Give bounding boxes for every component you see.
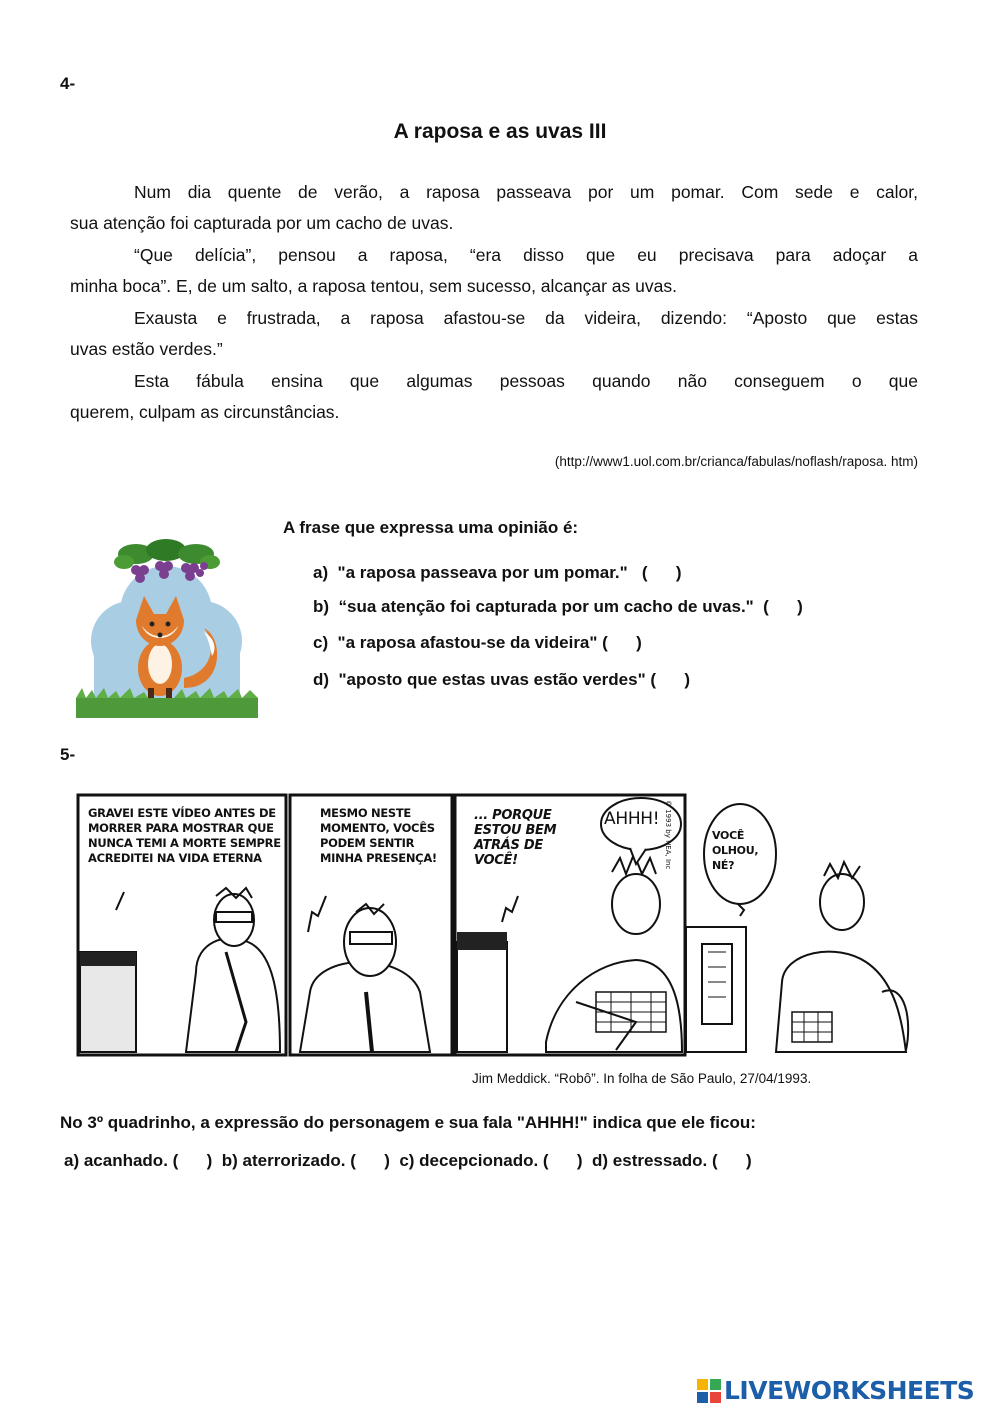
grass: [76, 698, 258, 718]
fable-line-4: minha boca”. E, de um salto, a raposa tentou, sem sucesso, alcançar as uvas.: [70, 276, 677, 296]
fable-line-6: uvas estão verdes.”: [70, 339, 223, 359]
fable-line-7: Esta fábula ensina que algumas pessoas quando não conseguem o que: [134, 371, 918, 391]
q5-prompt: No 3º quadrinho, a expressão do personagem e sua fala "AHHH!" indica que ele ficou:: [60, 1113, 756, 1132]
q4-option-c[interactable]: c) "a raposa afastou-se da videira" ( ): [313, 633, 642, 652]
brand-name[interactable]: LIVEWORKSHEETS: [724, 1376, 975, 1405]
fable-line-1: Num dia quente de verão, a raposa passeava por um pomar. Com sede e calor,: [134, 182, 918, 202]
fable-line-2: sua atenção foi capturada por um cacho de uvas.: [70, 213, 454, 233]
character-head-4: [820, 874, 864, 930]
fable-source: (http://www1.uol.com.br/crianca/fabulas/noflash/raposa. htm): [554, 454, 918, 469]
fable-line-3: “Que delícia”, pensou a raposa, “era disso que eu precisava para adoçar a: [134, 245, 918, 265]
comic-panel-2-text: MESMO NESTE MOMENTO, VOCÊS PODEM SENTIR MINHA PRESENÇA!: [320, 806, 437, 865]
q4-option-b[interactable]: b) “sua atenção foi capturada por um cacho de uvas." ( ): [313, 597, 803, 616]
q4-option-a[interactable]: a) "a raposa passeava por um pomar." ( ): [313, 563, 682, 582]
fable-line-5: Exausta e frustrada, a raposa afastou-se da videira, dizendo: “Aposto que estas: [134, 308, 918, 328]
liveworksheets-logo-icon: [697, 1379, 721, 1403]
q4-prompt: A frase que expressa uma opinião é:: [283, 518, 579, 537]
q4-option-d[interactable]: d) "aposto que estas uvas estão verdes" ( ): [313, 670, 691, 689]
question-number-5: 5-: [60, 745, 76, 764]
logo-badge: [721, 1381, 722, 1382]
comic-credit: Jim Meddick. “Robô”. In folha de São Paulo, 27/04/1993.: [472, 1071, 812, 1086]
tv-set: [80, 952, 136, 1052]
q5-options[interactable]: a) acanhado. ( ) b) aterrorizado. ( ) c) decepcionado. ( ) d) estressado. ( ): [64, 1151, 752, 1170]
comic-panel-1-text: GRAVEI ESTE VÍDEO ANTES DE MORRER PARA MOSTRAR QUE NUNCA TEMI A MORTE SEMPRE ACREDITEI NA VIDA ETERNA: [88, 806, 281, 865]
comic-panel-3-text: ... PORQUE ESTOU BEM ATRÁS DE VOCÊ!: [474, 808, 557, 868]
fable-line-8: querem, culpam as circunstâncias.: [70, 402, 340, 422]
question-number-4: 4-: [60, 74, 76, 93]
comic-ahhh-text: AHHH!: [604, 809, 660, 829]
character-head-3: [612, 874, 660, 934]
fox-grapes-illustration: [74, 538, 260, 720]
fable-title: A raposa e as uvas III: [393, 120, 607, 143]
comic-panel-4-text: VOCÊ OLHOU, NÉ?: [712, 829, 759, 872]
comic-copyright: © 1993 by NEA, Inc: [664, 800, 672, 870]
